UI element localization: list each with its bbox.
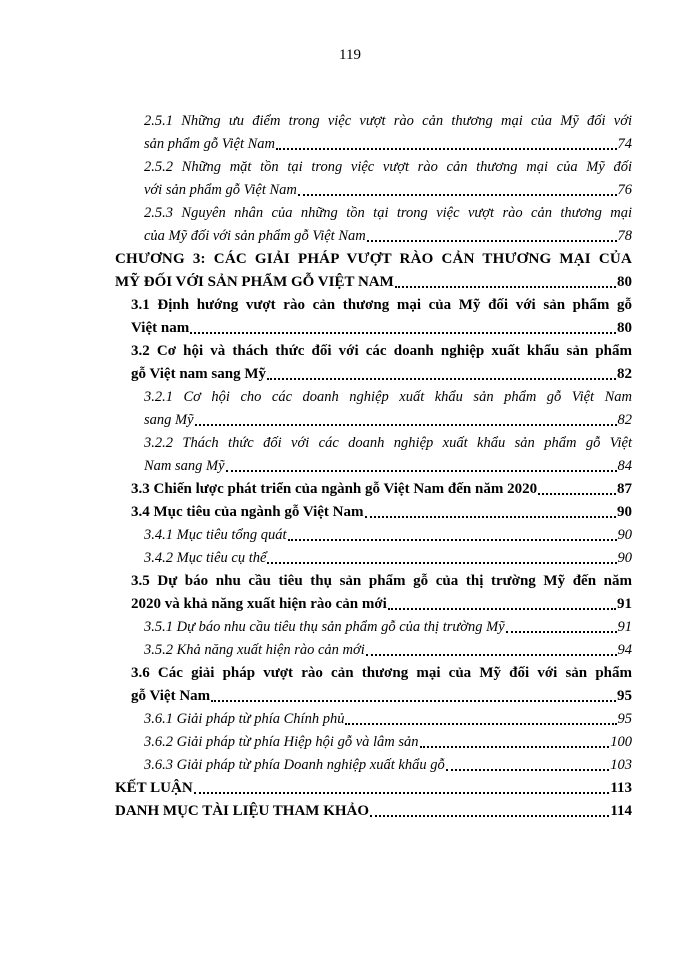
toc-entry-page: 91 [617, 619, 632, 635]
toc-entry-last-line [144, 616, 632, 639]
toc-entry-title: của Mỹ đối với sản phẩm gỗ Việt Nam [144, 228, 366, 244]
toc-entry-title-line: 2.5.3 Nguyên nhân của những tồn tại trong việc vượt rào cản thương mại [144, 205, 632, 221]
toc-entry-last-line [131, 363, 632, 386]
toc-entry-last-line [115, 271, 632, 294]
dot-leader [370, 815, 609, 817]
toc-entry-last-line [144, 179, 632, 202]
toc-entry-title-line: 3.2.2 Thách thức đối với các doanh nghiệp xuất khẩu sản phẩm gỗ Việt [144, 435, 632, 451]
toc-entry-page: 82 [617, 366, 632, 382]
toc-entry[interactable] [115, 294, 632, 340]
toc-entry-last-line [144, 708, 632, 731]
dot-leader [276, 148, 616, 150]
toc-entry-page: 80 [617, 274, 632, 290]
toc-entry-last-line [144, 409, 632, 432]
toc-entry[interactable] [115, 156, 632, 202]
dot-leader [420, 746, 610, 748]
toc-entry-last-line [131, 317, 632, 340]
toc-entry-page: 76 [617, 182, 632, 198]
toc-entry-title: với sản phẩm gỗ Việt Nam [144, 182, 297, 198]
dot-leader [365, 516, 617, 518]
toc-entry-title: sản phẩm gỗ Việt Nam [144, 136, 276, 152]
toc-entry[interactable] [115, 639, 632, 662]
toc-entry-page: 95 [617, 711, 632, 727]
dot-leader [345, 723, 616, 725]
toc-entry-title: 2020 và khả năng xuất hiện rào cản mới [131, 596, 387, 612]
dot-leader [506, 631, 617, 633]
toc-entry-page: 74 [617, 136, 632, 152]
toc-entry[interactable] [115, 478, 632, 501]
toc-entry-last-line [144, 455, 632, 478]
toc-entry-title: MỸ ĐỐI VỚI SẢN PHẨM GỖ VIỆT NAM [115, 274, 394, 290]
toc-entry-title: 3.4.1 Mục tiêu tổng quát [144, 527, 287, 543]
toc-entry[interactable] [115, 616, 632, 639]
toc-entry-page: 87 [617, 481, 632, 497]
dot-leader [194, 792, 610, 794]
toc-entry-page: 84 [617, 458, 632, 474]
toc-entry-title: sang Mỹ [144, 412, 194, 428]
toc-entry-page: 82 [617, 412, 632, 428]
toc-entry-title: 3.4.2 Mục tiêu cụ thể [144, 550, 267, 566]
toc-entry[interactable] [115, 110, 632, 156]
toc-entry-title-line: 3.1 Định hướng vượt rào cản thương mại của Mỹ đối với sản phẩm gỗ [131, 297, 632, 313]
toc-entry-title: 3.5.1 Dự báo nhu cầu tiêu thụ sản phẩm gỗ của thị trường Mỹ [144, 619, 505, 635]
toc-entry-title-line: 3.5 Dự báo nhu cầu tiêu thụ sản phẩm gỗ của thị trường Mỹ đến năm [131, 573, 632, 589]
dot-leader [367, 240, 617, 242]
toc-entry-title-line: 2.5.1 Những ưu điểm trong việc vượt rào cản thương mại của Mỹ đối với [144, 113, 632, 129]
dot-leader [190, 332, 616, 334]
toc-entry-title: KẾT LUẬN [115, 780, 193, 796]
toc-entry[interactable] [115, 708, 632, 731]
toc-entry-page: 91 [617, 596, 632, 612]
toc-entry-title: 3.3 Chiến lược phát triển của ngành gỗ Việt Nam đến năm 2020 [131, 481, 538, 497]
toc-entry-title-line: 2.5.2 Những mặt tồn tại trong việc vượt rào cản thương mại của Mỹ đối [144, 159, 632, 175]
toc-entry-title: 3.6.2 Giải pháp từ phía Hiệp hội gỗ và lâm sản [144, 734, 419, 750]
toc-entry-title-line: CHƯƠNG 3: CÁC GIẢI PHÁP VƯỢT RÀO CẢN THƯƠNG MẠI CỦA [115, 251, 632, 267]
toc-entry[interactable] [115, 524, 632, 547]
toc-entry[interactable] [115, 570, 632, 616]
toc-entry-title: 3.5.2 Khả năng xuất hiện rào cản mới [144, 642, 365, 658]
toc-entry-title: 3.6.1 Giải pháp từ phía Chính phủ [144, 711, 345, 727]
table-of-contents [115, 110, 632, 823]
dot-leader [288, 539, 617, 541]
dot-leader [226, 470, 617, 472]
toc-entry-last-line [144, 731, 632, 754]
toc-entry-title-line: 3.2 Cơ hội và thách thức đối với các doanh nghiệp xuất khẩu sản phẩm [131, 343, 632, 359]
toc-entry-title: 3.4 Mục tiêu của ngành gỗ Việt Nam [131, 504, 364, 520]
toc-entry-last-line [144, 133, 632, 156]
toc-entry[interactable] [115, 662, 632, 708]
toc-entry[interactable] [115, 386, 632, 432]
dot-leader [211, 700, 616, 702]
toc-entry-last-line [131, 593, 632, 616]
toc-entry[interactable] [115, 800, 632, 823]
dot-leader [298, 194, 617, 196]
dot-leader [446, 769, 610, 771]
toc-entry-title: 3.6.3 Giải pháp từ phía Doanh nghiệp xuất khẩu gỗ [144, 757, 445, 773]
page-number: 119 [339, 47, 361, 63]
toc-entry-last-line [131, 478, 632, 501]
toc-entry-last-line [144, 754, 632, 777]
toc-entry-page: 100 [610, 734, 632, 750]
toc-entry-page: 114 [610, 803, 632, 819]
dot-leader [388, 608, 616, 610]
toc-entry[interactable] [115, 731, 632, 754]
dot-leader [267, 562, 616, 564]
toc-entry-last-line [144, 225, 632, 248]
dot-leader [538, 493, 616, 495]
toc-entry-last-line [144, 547, 632, 570]
toc-entry[interactable] [115, 248, 632, 294]
toc-entry-page: 95 [617, 688, 632, 704]
toc-entry-page: 90 [617, 504, 632, 520]
toc-entry-last-line [131, 501, 632, 524]
toc-entry-title-line: 3.2.1 Cơ hội cho các doanh nghiệp xuất khẩu sản phẩm gỗ Việt Nam [144, 389, 632, 405]
toc-entry-title: Nam sang Mỹ [144, 458, 225, 474]
toc-entry-title: Việt nam [131, 320, 190, 336]
toc-entry-page: 78 [617, 228, 632, 244]
toc-entry[interactable] [115, 202, 632, 248]
dot-leader [195, 424, 617, 426]
toc-entry-title: DANH MỤC TÀI LIỆU THAM KHẢO [115, 803, 370, 819]
toc-entry-title-line: 3.6 Các giải pháp vượt rào cản thương mại của Mỹ đối với sản phẩm [131, 665, 632, 681]
toc-entry[interactable] [115, 754, 632, 777]
toc-entry-page: 80 [617, 320, 632, 336]
toc-entry-page: 103 [610, 757, 632, 773]
toc-entry-page: 113 [610, 780, 632, 796]
toc-entry[interactable] [115, 432, 632, 478]
toc-entry-last-line [131, 685, 632, 708]
toc-entry-last-line [115, 777, 632, 800]
toc-entry[interactable] [115, 547, 632, 570]
toc-entry-title: gỗ Việt Nam [131, 688, 211, 704]
toc-entry[interactable] [115, 501, 632, 524]
toc-entry-last-line [144, 639, 632, 662]
toc-entry[interactable] [115, 340, 632, 386]
toc-entry[interactable] [115, 777, 632, 800]
toc-entry-page: 90 [617, 527, 632, 543]
dot-leader [366, 654, 617, 656]
toc-entry-page: 90 [617, 550, 632, 566]
dot-leader [267, 378, 616, 380]
toc-entry-page: 94 [617, 642, 632, 658]
toc-entry-title: gỗ Việt nam sang Mỹ [131, 366, 266, 382]
toc-entry-last-line [144, 524, 632, 547]
dot-leader [395, 286, 616, 288]
toc-entry-last-line [115, 800, 632, 823]
